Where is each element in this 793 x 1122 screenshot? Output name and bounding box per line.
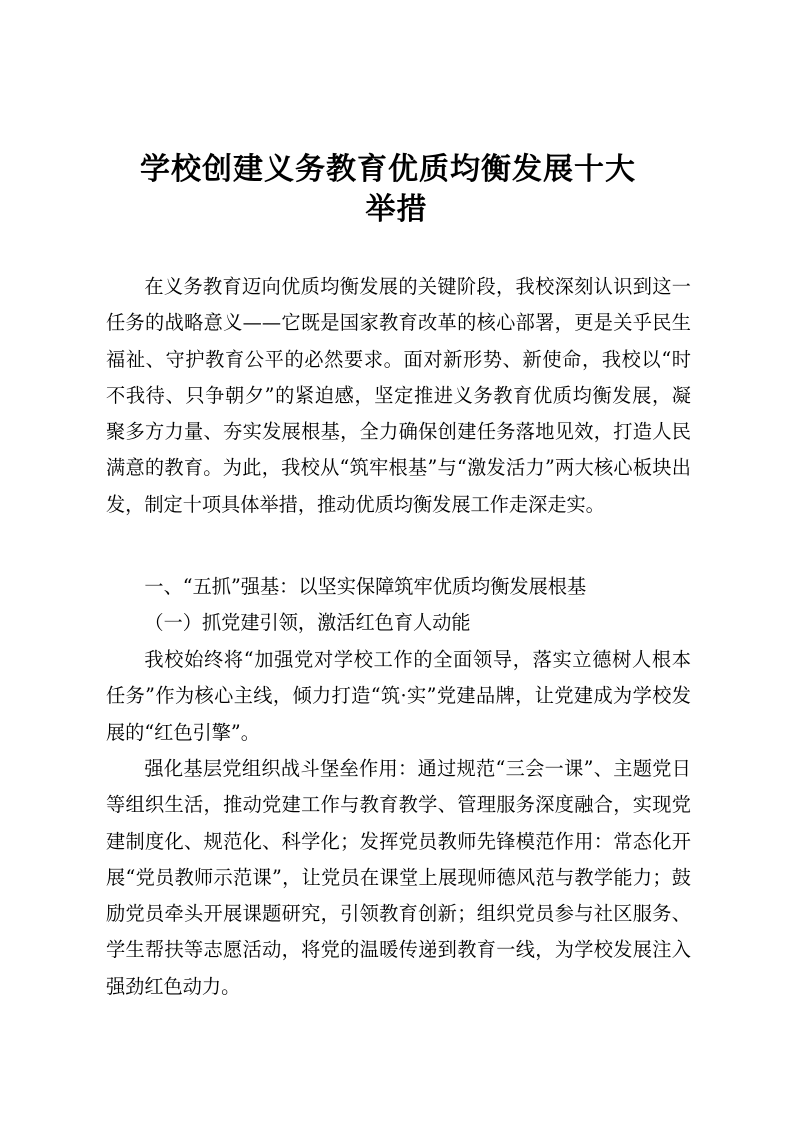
document-title-line-1: 学校创建义务教育优质均衡发展十大 bbox=[140, 152, 636, 187]
subsection-1-heading: （一）抓党建引领，激活红色育人动能 bbox=[144, 611, 471, 634]
party-building-paragraph: 我校始终将“加强党对学校工作的全面领导，落实立德树人根本任务”作为核心主线，倾力打造“筑·实”党建品牌，让党建成为学校发展的“红色引擎”。 bbox=[106, 648, 691, 744]
section-1-heading: 一、“五抓”强基：以坚实保障筑牢优质均衡发展根基 bbox=[144, 575, 587, 598]
grassroots-party-paragraph: 强化基层党组织战斗堡垒作用：通过规范“三会一课”、主题党日等组织生活，推动党建工作与教育教学、管理服务深度融合，实现党建制度化、规范化、科学化；发挥党员教师先锋模范作用：常态化开展“党员教师示范课”，让党员在课堂上展现师德风范与教学能力；鼓励党员牵头开展课题研究，引领教育创新；组织党员参与社区服务、学生帮扶等志愿活动，将党的温暖传递到教育一线，为学校发展注入强劲红色动力。 bbox=[106, 757, 691, 998]
document-title-line-2: 举措 bbox=[365, 192, 428, 227]
intro-paragraph: 在义务教育迈向优质均衡发展的关键阶段，我校深刻认识到这一任务的战略意义——它既是国家教育改革的核心部署，更是关乎民生福祉、守护教育公平的必然要求。面对新形势、新使命，我校以“时不我待、只争朝夕”的紧迫感，坚定推进义务教育优质均衡发展，凝聚多方力量、夯实发展根基，全力确保创建任务落地见效，打造人民满意的教育。为此，我校从“筑牢根基”与“激发活力”两大核心板块出发，制定十项具体举措，推动优质均衡发展工作走深走实。 bbox=[106, 275, 691, 516]
